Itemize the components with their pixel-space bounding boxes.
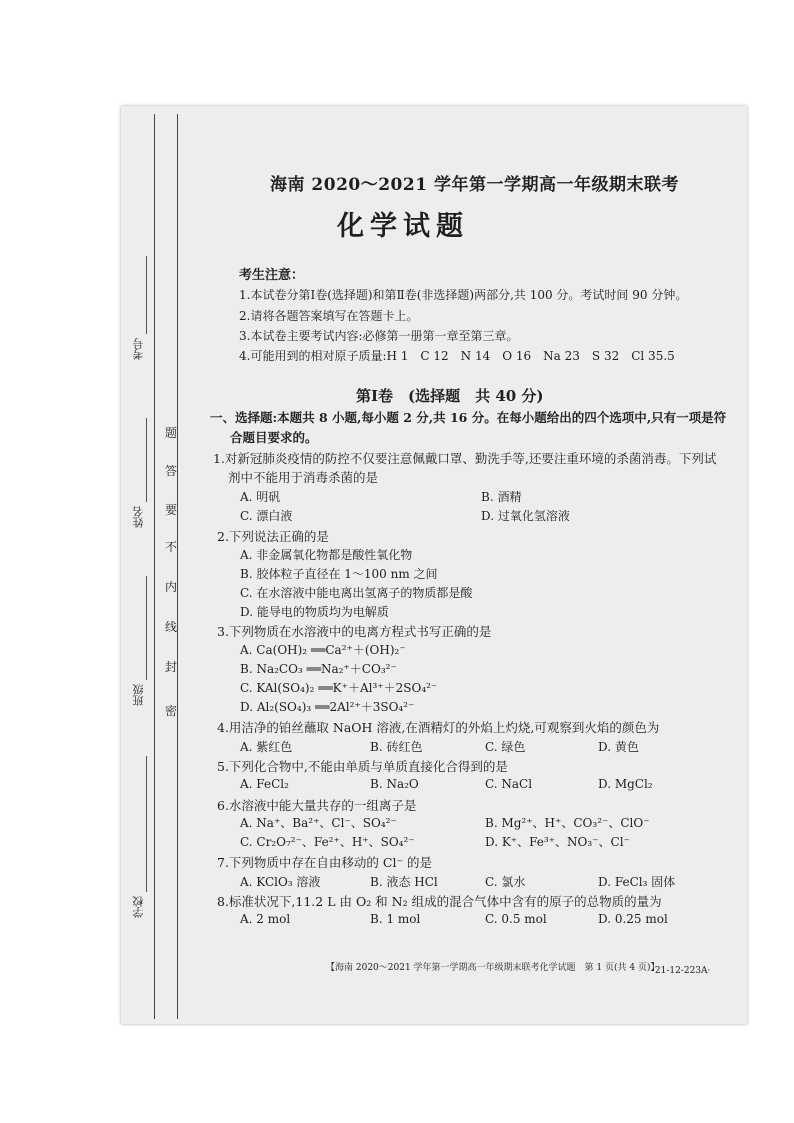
question-stem: 6.水溶液中能大量共存的一组离子是 bbox=[217, 798, 417, 813]
question-stem: 2.下列说法正确的是 bbox=[217, 529, 329, 544]
option: D. K⁺、Fe³⁺、NO₃⁻、Cl⁻ bbox=[485, 835, 630, 849]
seal-char: 题 bbox=[165, 426, 178, 440]
option: D. FeCl₃ 固体 bbox=[598, 875, 676, 889]
option: C. KAl(SO₄)₂ ══K⁺＋Al³⁺＋2SO₄²⁻ bbox=[240, 681, 438, 695]
school-blank bbox=[146, 756, 147, 892]
option: A. Ca(OH)₂ ══Ca²⁺＋(OH)₂⁻ bbox=[240, 643, 406, 657]
option: B. Mg²⁺、H⁺、CO₃²⁻、ClO⁻ bbox=[485, 816, 650, 830]
question-stem: 5.下列化合物中,不能由单质与单质直接化合得到的是 bbox=[217, 759, 508, 774]
class-blank bbox=[146, 576, 147, 680]
option: B. 液态 HCl bbox=[370, 875, 438, 889]
part-title: 第Ⅰ卷 (选择题 共 40 分) bbox=[356, 387, 544, 405]
school-label: 学校 bbox=[132, 896, 145, 918]
seal-char: 内 bbox=[165, 580, 178, 594]
option: C. 在水溶液中能电离出氢离子的物质都是酸 bbox=[240, 586, 473, 600]
option: A. KClO₃ 溶液 bbox=[240, 875, 321, 889]
name-label: 姓名 bbox=[132, 506, 145, 528]
binding-line-outer bbox=[154, 114, 155, 1019]
option: D. 0.25 mol bbox=[598, 912, 668, 926]
option: B. 砖红色 bbox=[370, 740, 423, 754]
option: B. 胶体粒子直径在 1～100 nm 之间 bbox=[240, 567, 438, 581]
option: B. Na₂CO₃ ══Na₂⁺＋CO₃²⁻ bbox=[240, 662, 397, 676]
exam-number-blank bbox=[146, 256, 147, 334]
notice-item: 4.可能用到的相对原子质量:H 1 C 12 N 14 O 16 Na 23 S 32 Cl 35.5 bbox=[239, 349, 675, 363]
section-instructions-cont: 合题目要求的。 bbox=[230, 430, 318, 445]
option: A. 紫红色 bbox=[240, 740, 293, 754]
option: C. Cr₂O₇²⁻、Fe²⁺、H⁺、SO₄²⁻ bbox=[240, 835, 415, 849]
option: A. 非金属氧化物都是酸性氧化物 bbox=[240, 548, 413, 562]
option: B. Na₂O bbox=[370, 777, 419, 791]
question-stem: 剂中不能用于消毒杀菌的是 bbox=[228, 470, 379, 485]
notice-item: 3.本试卷主要考试内容:必修第一册第一章至第三章。 bbox=[239, 329, 519, 343]
seal-char: 线 bbox=[165, 620, 178, 634]
option: D. 黄色 bbox=[598, 740, 639, 754]
option: D. 能导电的物质均为电解质 bbox=[240, 605, 389, 619]
seal-char: 封 bbox=[165, 660, 178, 674]
page-footer: 【海南 2020～2021 学年第一学期高一年级期末联考化学试题 第 1 页(共 4 页)】 bbox=[326, 963, 660, 973]
paper-code: ·21-12-223A· bbox=[652, 966, 711, 976]
class-label: 班级 bbox=[132, 684, 145, 706]
option: A. 2 mol bbox=[240, 912, 291, 926]
exam-number-label: 考号 bbox=[132, 338, 145, 360]
question-stem: 4.用洁净的铂丝蘸取 NaOH 溶液,在酒精灯的外焰上灼烧,可观察到火焰的颜色为 bbox=[217, 720, 660, 735]
option: C. 绿色 bbox=[485, 740, 526, 754]
option: D. MgCl₂ bbox=[598, 777, 653, 791]
option: D. Al₂(SO₄)₃ ══2Al²⁺＋3SO₄²⁻ bbox=[240, 700, 415, 714]
seal-char: 答 bbox=[165, 464, 178, 478]
option: C. 0.5 mol bbox=[485, 912, 547, 926]
option: C. 氯水 bbox=[485, 875, 526, 889]
option: B. 1 mol bbox=[370, 912, 421, 926]
notice-item: 2.请将各题答案填写在答题卡上。 bbox=[239, 309, 419, 323]
question-stem: 7.下列物质中存在自由移动的 Cl⁻ 的是 bbox=[217, 855, 433, 870]
option: C. 漂白液 bbox=[240, 509, 293, 523]
seal-char: 不 bbox=[165, 540, 178, 554]
binding-line-inner bbox=[177, 114, 178, 1019]
exam-title: 海南 2020～2021 学年第一学期高一年级期末联考 bbox=[270, 175, 679, 195]
section-instructions: 一、选择题:本题共 8 小题,每小题 2 分,共 16 分。在每小题给出的四个选项中,只有一项是符 bbox=[210, 410, 727, 425]
notice-title: 考生注意： bbox=[239, 268, 305, 283]
name-blank bbox=[146, 418, 147, 502]
option: D. 过氧化氢溶液 bbox=[481, 509, 570, 523]
option: A. 明矾 bbox=[240, 490, 281, 504]
seal-char: 密 bbox=[165, 704, 178, 718]
option: C. NaCl bbox=[485, 777, 533, 791]
option: A. Na⁺、Ba²⁺、Cl⁻、SO₄²⁻ bbox=[240, 816, 397, 830]
subject-title: 化学试题 bbox=[337, 211, 469, 242]
seal-char: 要 bbox=[165, 503, 178, 517]
option: A. FeCl₂ bbox=[240, 777, 289, 791]
question-stem: 8.标准状况下,11.2 L 由 O₂ 和 N₂ 组成的混合气体中含有的原子的总物质的量为 bbox=[217, 894, 662, 909]
notice-item: 1.本试卷分第Ⅰ卷(选择题)和第Ⅱ卷(非选择题)两部分,共 100 分。考试时间 90 分钟。 bbox=[239, 288, 688, 302]
question-stem: 3.下列物质在水溶液中的电离方程式书写正确的是 bbox=[217, 624, 492, 639]
question-stem: 1.对新冠肺炎疫情的防控不仅要注意佩戴口罩、勤洗手等,还要注重环境的杀菌消毒。下列试 bbox=[213, 451, 717, 466]
option: B. 酒精 bbox=[481, 490, 522, 504]
